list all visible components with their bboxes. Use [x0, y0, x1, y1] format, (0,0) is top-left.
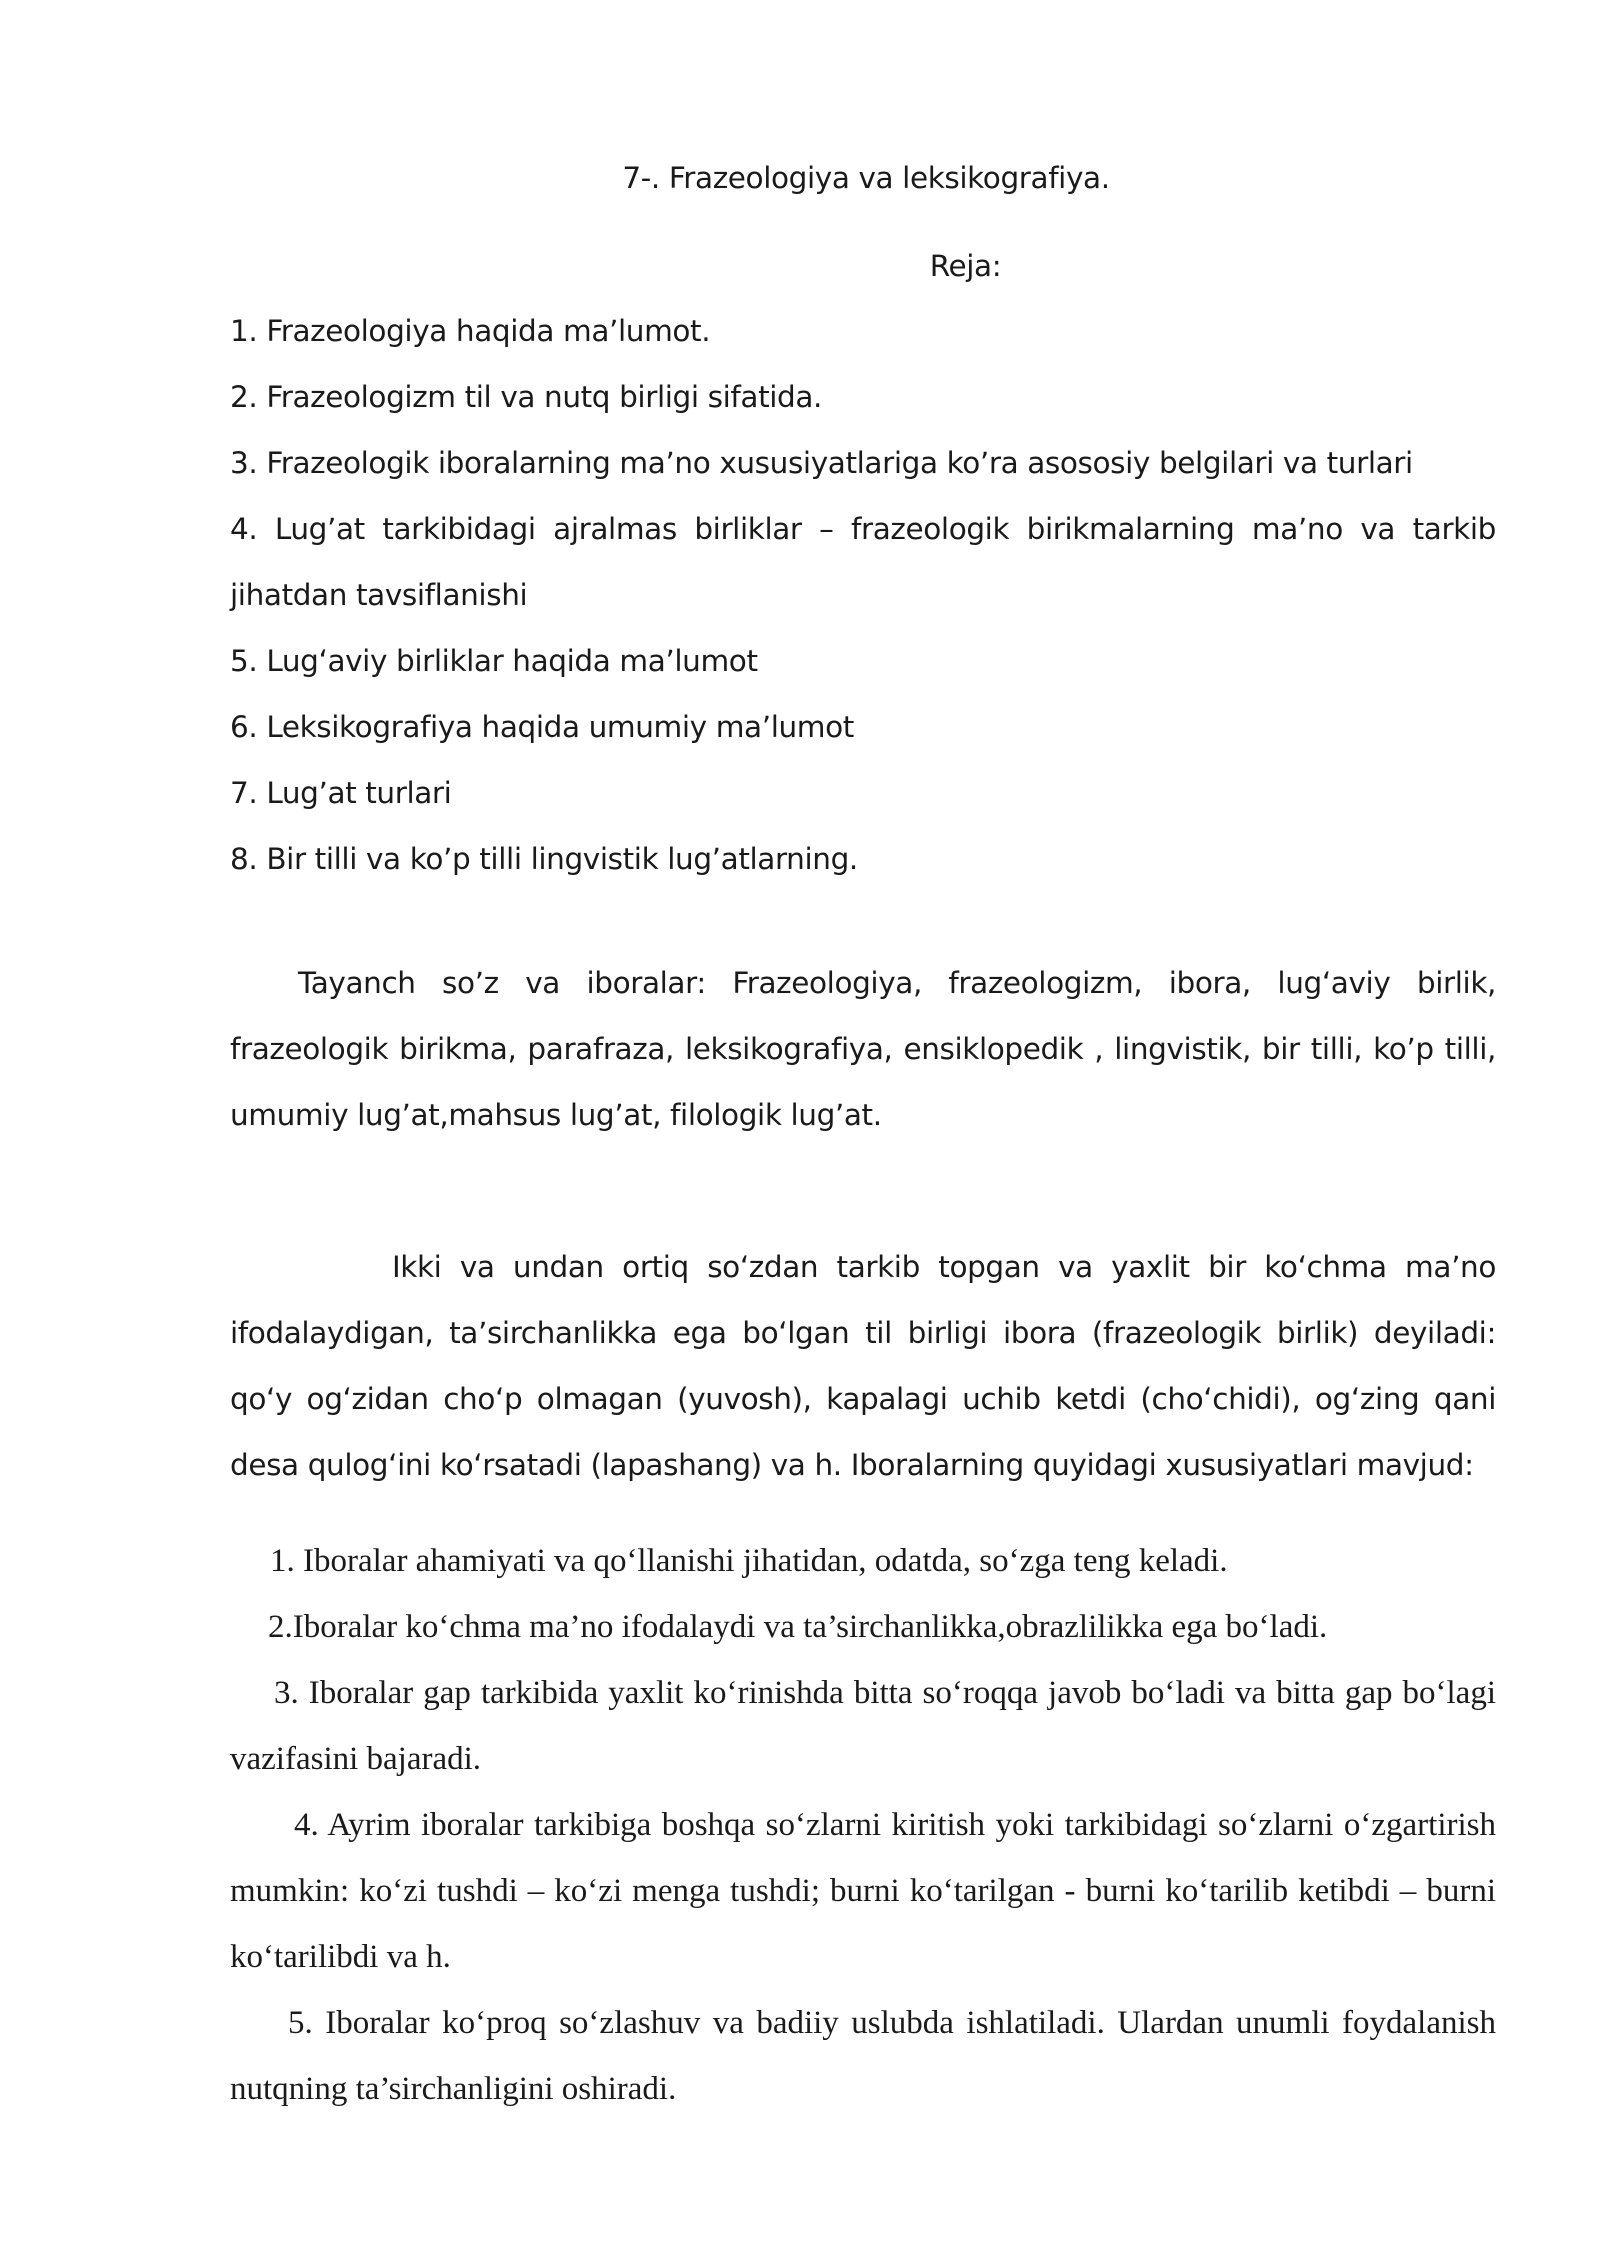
feature-item: 4. Ayrim iboralar tarkibiga boshqa so‘zlarni kiritish yoki tarkibidagi so‘zlarni o‘zgartirish mumkin: ko‘zi tushdi – ko‘zi menga tushdi; burni ko‘tarilgan - burni ko‘tarilib ketibdi – burni ko‘tarilibdi va h.: [230, 1806, 1496, 1975]
plan-item: 4. Lug’at tarkibidagi ajralmas birliklar – frazeologik birikmalarning ma’no va tarkib jihatdan tavsiflanishi: [230, 512, 1496, 612]
plan-item: 2. Frazeologizm til va nutq birligi sifatida.: [230, 380, 823, 414]
keywords-paragraph: Tayanch so’z va iboralar: Frazeologiya, frazeologizm, ibora, lug‘aviy birlik, frazeologik birikma, parafraza, leksikografiya, ensiklopedik , lingvistik, bir tilli, ko’p tilli, umumiy lug’at,mahsus lug’at, filologik lug’at.: [230, 966, 1496, 1132]
plan-list: [230, 298, 1496, 892]
plan-item: 7. Lug’at turlari: [230, 776, 452, 810]
plan-item: 1. Frazeologiya haqida ma’lumot.: [230, 314, 711, 348]
intro-paragraph: Ikki va undan ortiq so‘zdan tarkib topgan va yaxlit bir ko‘chma ma’no ifodalaydigan, ta’sirchanlikka ega bo‘lgan til birligi ibora (frazeologik birlik) deyiladi: qo‘y og‘zidan cho‘p olmagan (yuvosh), kapalagi uchib ketdi (cho‘chidi), og‘zing qani desa qulog‘ini ko‘rsatadi (lapashang) va h. Iboralarning quyidagi xususiyatlari mavjud:: [230, 1250, 1496, 1482]
document-title: 7-. Frazeologiya va leksikografiya.: [622, 161, 1110, 195]
plan-heading: Reja:: [929, 249, 1002, 283]
feature-item: 5. Iboralar ko‘proq so‘zlashuv va badiiy uslubda ishlatiladi. Ulardan unumli foydalanish nutqning ta’sirchanligini oshiradi.: [230, 2004, 1496, 2107]
feature-item: 2.Iboralar ko‘chma ma’no ifodalaydi va ta’sirchanlikka,obrazlilikka ega bo‘ladi.: [268, 1608, 1328, 1645]
document-page: [230, 150, 1496, 2122]
feature-item: 1. Iboralar ahamiyati va qo‘llanishi jihatidan, odatda, so‘zga teng keladi.: [270, 1542, 1228, 1579]
features-list: [230, 1528, 1496, 2122]
plan-item: 6. Leksikografiya haqida umumiy ma’lumot: [230, 710, 854, 744]
plan-item: 3. Frazeologik iboralarning ma’no xususiyatlariga ko’ra asososiy belgilari va turlari: [230, 446, 1413, 480]
plan-item: 8. Bir tilli va ko’p tilli lingvistik lug’atlarning.: [230, 842, 858, 876]
plan-item: 5. Lug‘aviy birliklar haqida ma’lumot: [230, 644, 758, 678]
feature-item: 3. Iboralar gap tarkibida yaxlit ko‘rinishda bitta so‘roqqa javob bo‘ladi va bitta gap bo‘lagi vazifasini bajaradi.: [230, 1674, 1496, 1777]
